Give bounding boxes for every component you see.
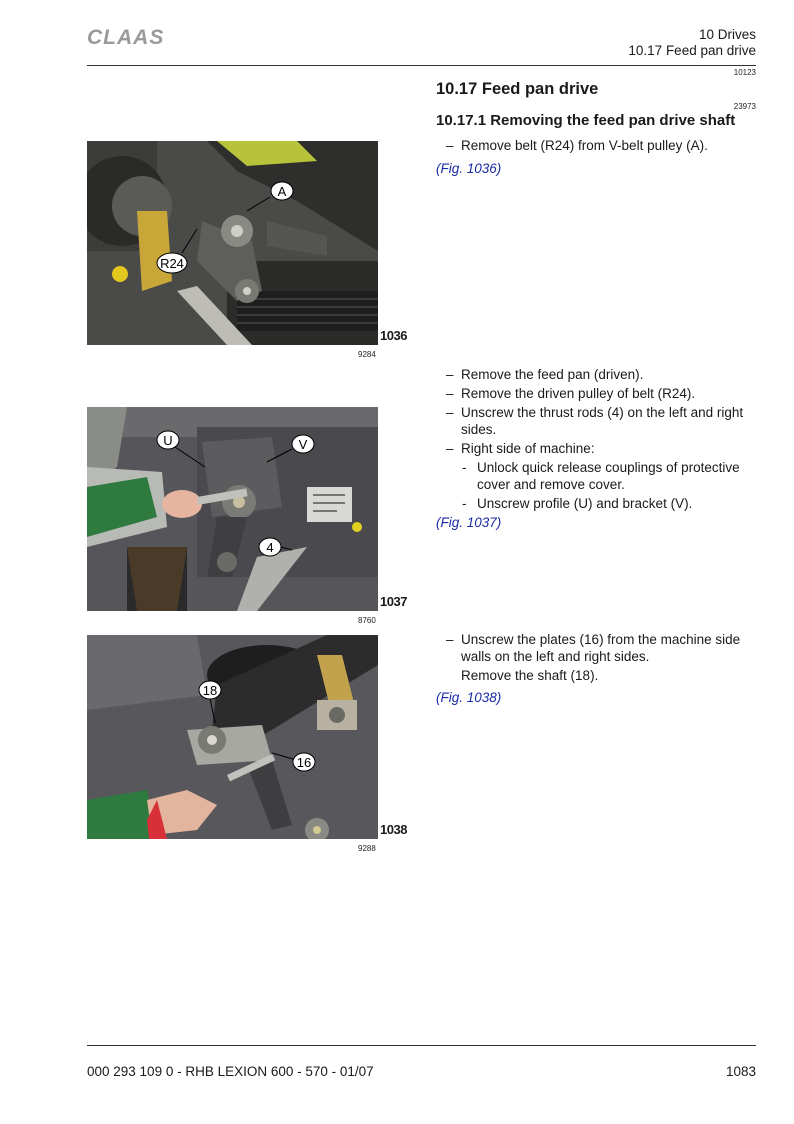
figure-reference-link[interactable]: (Fig. 1037) [436, 515, 502, 530]
ref-code-2: 23973 [733, 102, 756, 111]
callout-layer [87, 407, 378, 611]
callout-label: A [277, 184, 287, 199]
step-list [446, 631, 746, 684]
substep-item [446, 459, 746, 493]
step-item [446, 631, 746, 665]
step-text: Unscrew the plates (16) from the machine side walls on the left and right sides. [461, 632, 741, 664]
figure-code: 9284 [358, 350, 376, 359]
sub-bullet: - [462, 496, 467, 511]
substep-text: Unlock quick release couplings of protective cover and remove cover. [477, 460, 740, 492]
callout-label: 16 [296, 755, 312, 770]
step-item [446, 404, 746, 438]
dash-bullet: – [446, 441, 454, 456]
dash-bullet: – [446, 386, 454, 401]
figure-photo-1038 [87, 635, 378, 839]
step-item [446, 366, 746, 383]
callout-layer [87, 635, 378, 839]
figure-number: 1038 [380, 822, 407, 837]
footer-document-id: 000 293 109 0 - RHB LEXION 600 - 570 - 01/07 [87, 1064, 374, 1079]
footer-rule [87, 1045, 756, 1046]
dash-bullet: – [446, 367, 454, 382]
header-rule [87, 65, 756, 66]
callout-label: U [163, 433, 173, 448]
page-number: 1083 [725, 1064, 756, 1079]
dash-bullet: – [446, 632, 454, 647]
sub-bullet: - [462, 460, 467, 475]
figure-reference-link[interactable]: (Fig. 1038) [436, 690, 502, 705]
step-list [446, 366, 746, 512]
step-text: Remove the feed pan (driven). [461, 367, 644, 382]
substep-text: Unscrew profile (U) and bracket (V). [477, 496, 693, 511]
page-title: 10.17 Feed pan drive [436, 80, 599, 98]
step-item [446, 137, 761, 154]
step-continuation: Remove the shaft (18). [461, 668, 599, 683]
section-title: 10.17.1 Removing the feed pan drive shaft [436, 112, 736, 129]
figure-number: 1036 [380, 328, 407, 343]
figure-number: 1037 [380, 594, 407, 609]
step-text: Remove the driven pulley of belt (R24). [461, 386, 696, 401]
figure-reference-link[interactable]: (Fig. 1036) [436, 161, 502, 176]
ref-code-1: 10123 [733, 68, 756, 77]
figure-code: 9288 [358, 844, 376, 853]
logo-text: CLAAS [87, 26, 165, 48]
claas-logo [87, 26, 187, 48]
callout-layer [87, 141, 378, 345]
header-chapter: 10 Drives [698, 27, 756, 42]
figure-photo-1037 [87, 407, 378, 611]
step-text: Remove belt (R24) from V-belt pulley (A). [461, 138, 708, 153]
step-text: Unscrew the thrust rods (4) on the left and right sides. [461, 405, 744, 437]
callout-label: R24 [160, 256, 184, 271]
callout-label: 18 [202, 683, 218, 698]
callout-label: 4 [266, 540, 274, 555]
header-section: 10.17 Feed pan drive [628, 43, 756, 58]
figure-photo-1036 [87, 141, 378, 345]
substep-item [446, 495, 746, 512]
step-item [446, 440, 746, 457]
step-item [446, 385, 746, 402]
dash-bullet: – [446, 138, 454, 153]
step-text: Right side of machine: [461, 441, 595, 456]
callout-label: V [298, 437, 308, 452]
dash-bullet: – [446, 405, 454, 420]
figure-code: 8760 [358, 616, 376, 625]
